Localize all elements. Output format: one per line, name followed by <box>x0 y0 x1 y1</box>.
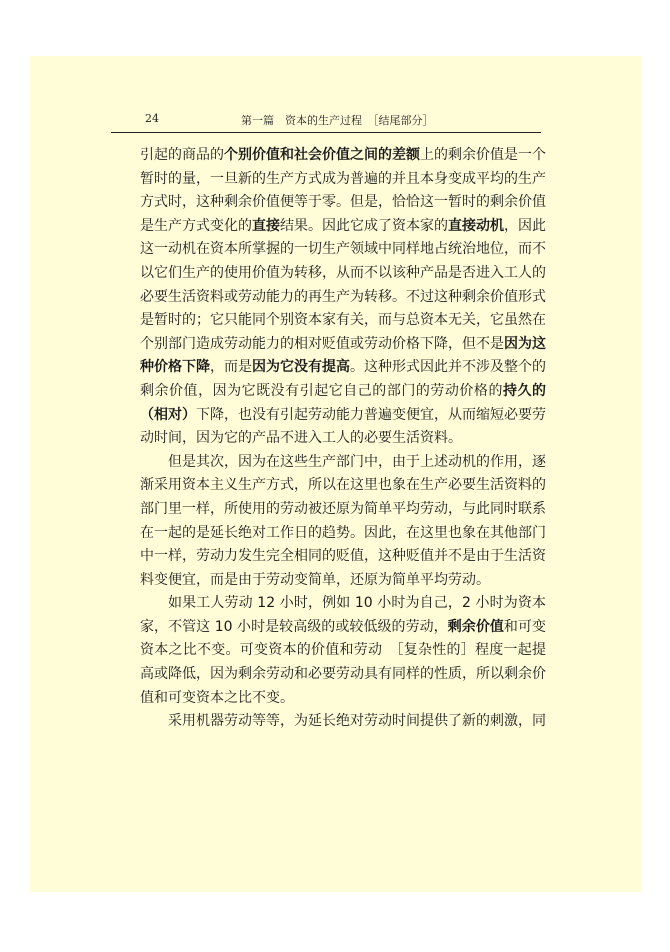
emphasis: 持久的（相对） <box>140 382 547 423</box>
paragraph-3 <box>140 592 546 710</box>
emphasis: 因为这种价格下降 <box>140 335 546 376</box>
body-text <box>140 144 546 734</box>
emphasis: 直接动机 <box>448 217 504 234</box>
text-run: ，因此这一动机在资本所掌握的一切生产领域中同样地占统治地位，而不以它们生产的使用价值为转移，从而不以该种产品是否进入工人的必要生活资料或劳动能力的再生产为转移。不过这种剩余价值形式是暂时的；它只能同个别资本家有关，而与总资本无关，它虽然在个别部门造成劳动能力的相对贬值或劳动价格下降，但不是 <box>140 217 546 352</box>
paragraph-4: 采用机器劳动等等，为延长绝对劳动时间提供了新的刺激，同 <box>168 713 546 730</box>
emphasis: 因为它没有提高 <box>252 359 350 376</box>
text-run: 如果工人劳动 12 小时，例如 10 小时为自己，2 小时为资本家，不管这 10 小时是较高级的或较低级的劳动， <box>140 595 546 635</box>
text-run: 结果。因此它成了资本家的 <box>280 217 448 234</box>
text-run: 上的剩余价值是一个暂时的量，一旦新的生产方式成为普遍的并且本身变成平均的生产方式时，这种剩余价值便等于零。但是，恰恰这一暂时的剩余价值是生产方式变化的 <box>140 147 546 234</box>
emphasis: 直接 <box>252 217 280 234</box>
running-title: 第一篇 资本的生产过程 ［结尾部分］ <box>241 114 434 127</box>
text-run: 和可变资本之比不变。可变资本的价值和劳动 ［复杂性的］程度一起提高或降低，因为剩余劳动和必要劳动具有同样的性质，所以剩余价值和可变资本之比不变。 <box>140 618 547 706</box>
emphasis: 个别价值和社会价值之间的差额 <box>224 147 420 163</box>
emphasis: 剩余价值 <box>447 618 504 635</box>
page-header <box>111 108 541 133</box>
page-number: 24 <box>145 112 159 125</box>
paragraph-1 <box>140 144 546 451</box>
text-run: ，而是 <box>210 359 252 376</box>
text-run: 。这种形式因此并不涉及整个的剩余价值，因为它既没有引起它自己的部门的劳动价格的 <box>140 359 546 399</box>
text-run: 引起的商品的 <box>140 147 224 163</box>
text-run: 下降，也没有引起劳动能力普遍变便宜，从而缩短必要劳动时间，因为它的产品不进入工人的必要生活资料。 <box>140 406 546 447</box>
paragraph-2: 但是其次，因为在这些生产部门中，由于上述动机的作用，逐渐采用资本主义生产方式，所以在这里也象在生产必要生活资料的部门里一样，所使用的劳动被还原为简单平均劳动，与此同时联系在一起的是延长绝对工作日的趋势。因此，在这里也象在其他部门中一样，劳动力发生完全相同的贬值，这种贬值并不是由于生活资料变便宜，而是由于劳动变简单，还原为简单平均劳动。 <box>140 453 546 588</box>
